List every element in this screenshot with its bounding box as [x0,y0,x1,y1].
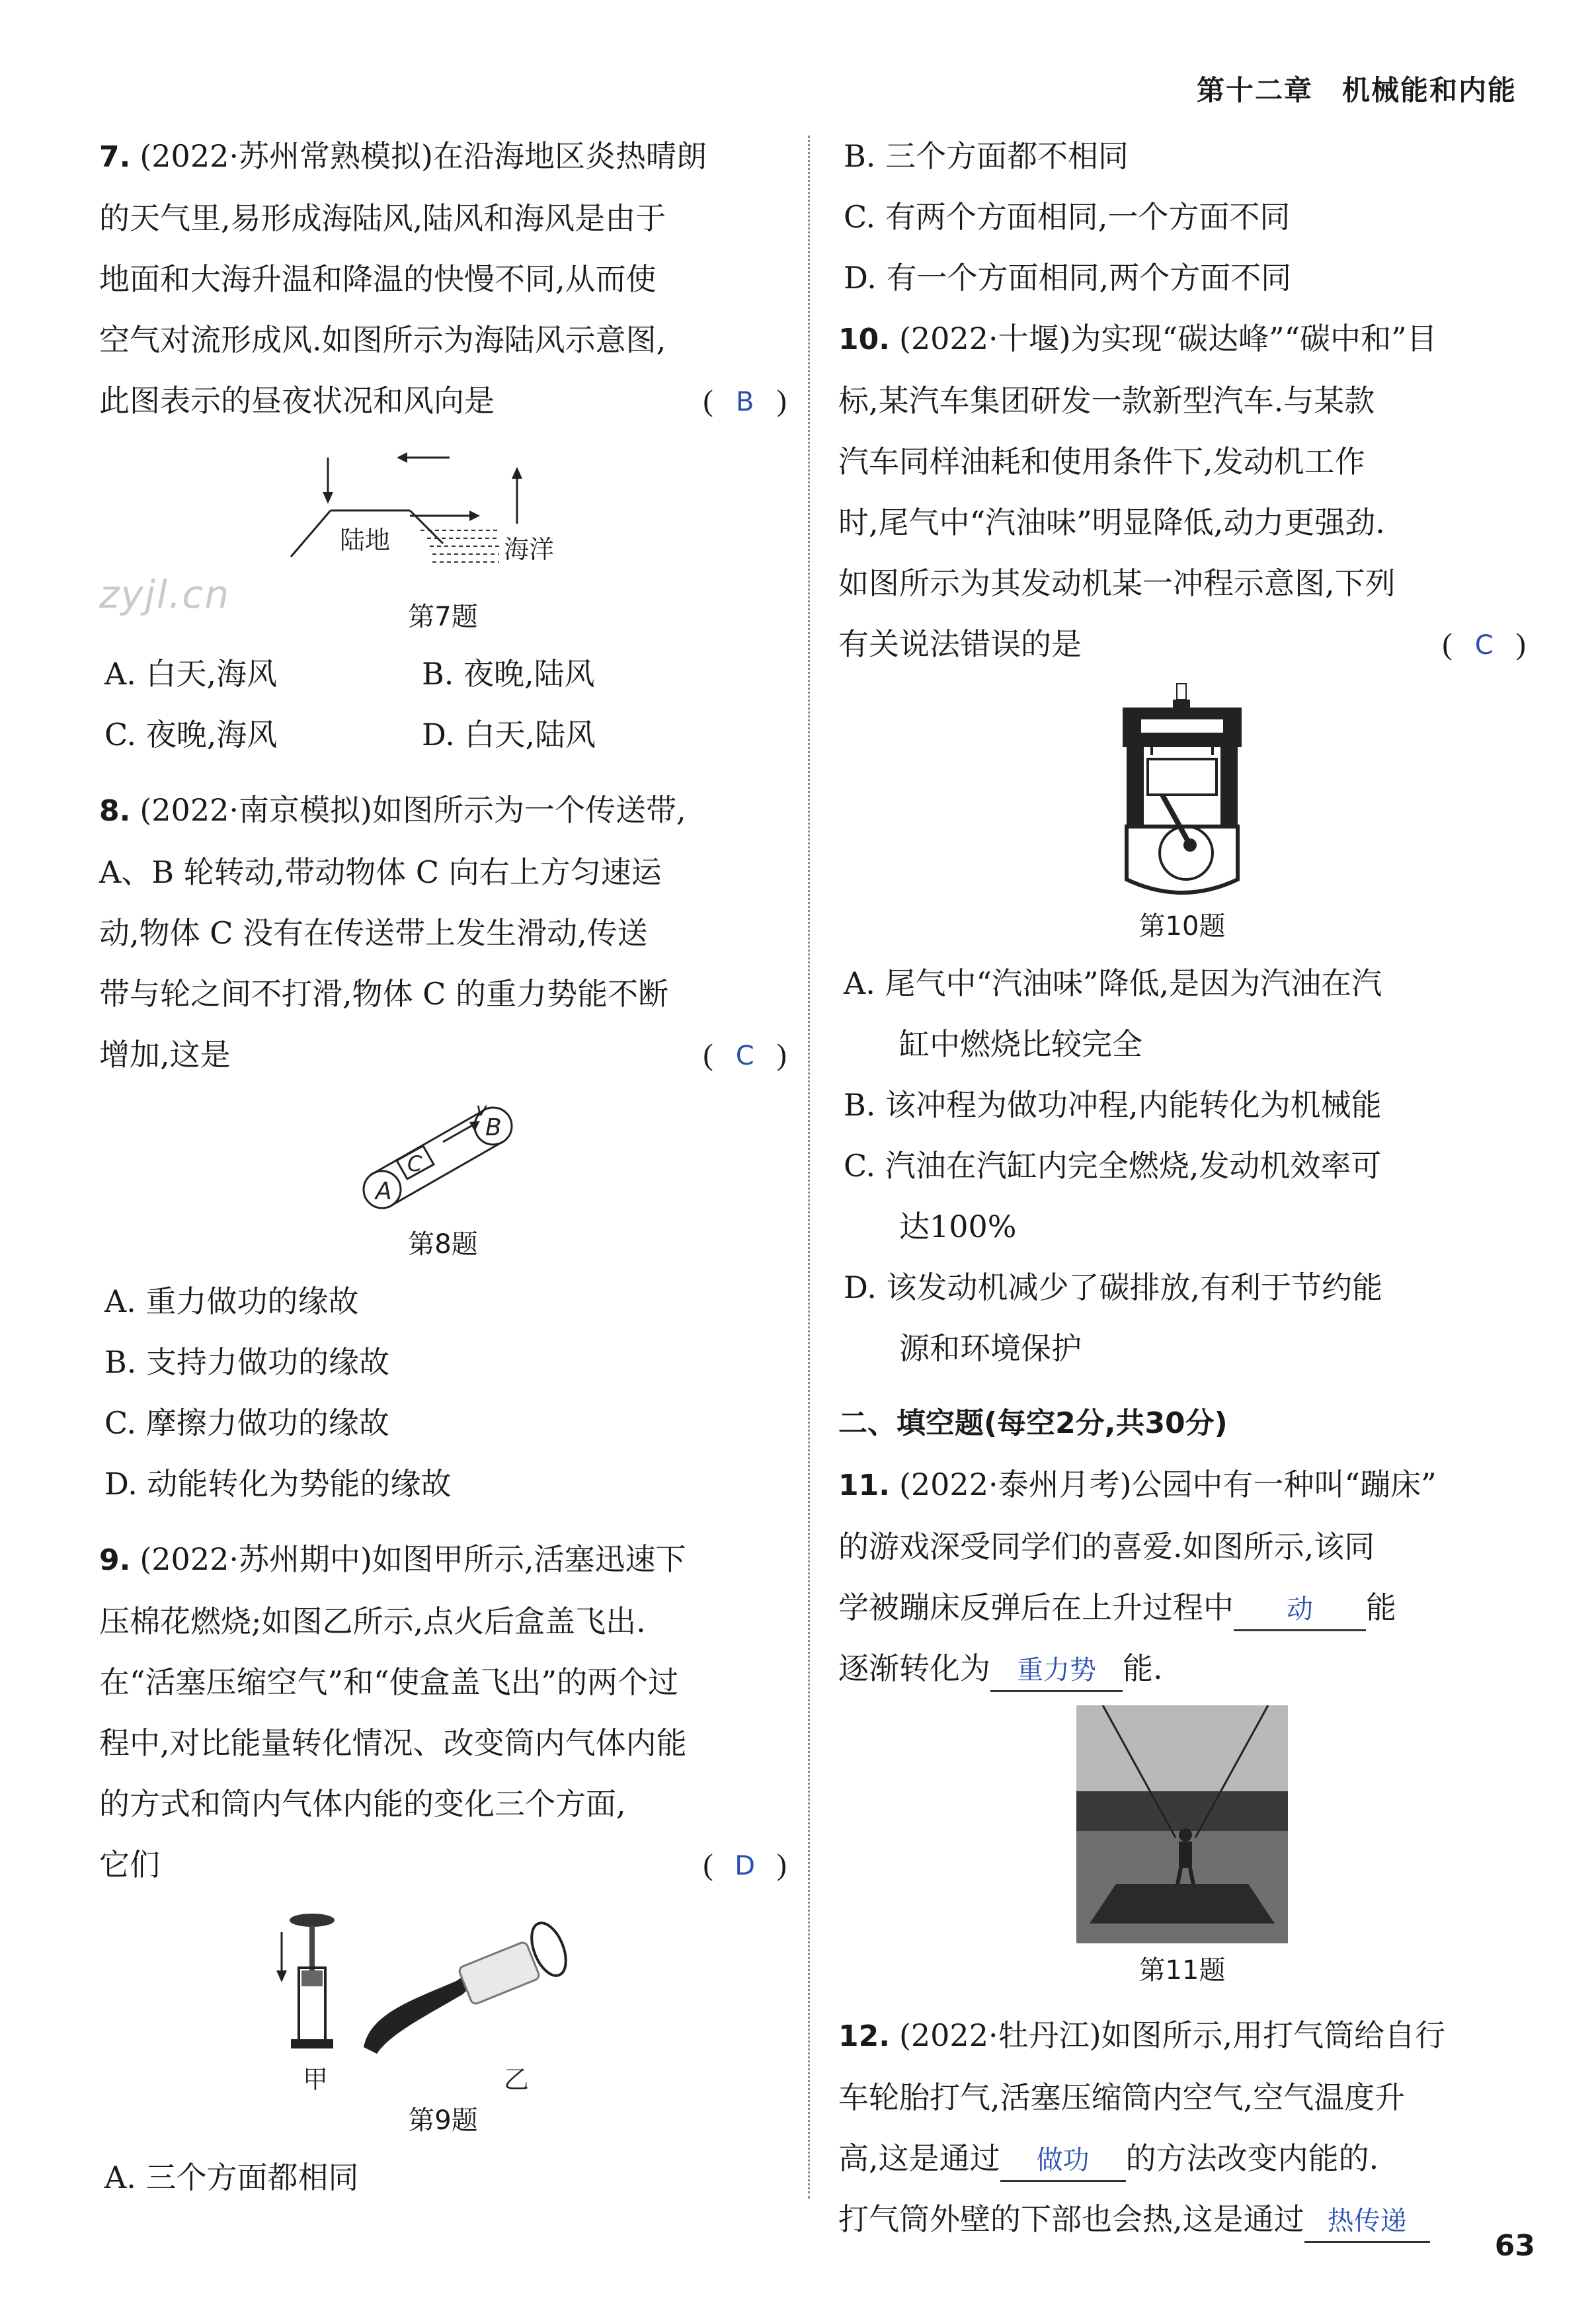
question-text: 汽车同样油耗和使用条件下,发动机工作 [838,444,1365,479]
option-text: 缸中燃烧比较完全 [899,1026,1142,1062]
left-column [99,126,787,2222]
chapter-header: 第十二章 机械能和内能 [1196,74,1517,106]
question-text: 如图所示为一个传送带, [372,792,686,828]
answer-bracket: ( C ) [1442,614,1526,676]
figure-caption: 第7题 [408,602,478,632]
figure-caption: 第8题 [408,1229,478,1260]
answer-bracket: ( D ) [703,1834,787,1896]
option-d: D. 有一个方面相同,两个方面不同 [844,260,1292,296]
figure-engine-stroke [838,681,1526,946]
land-label: 陆地 [340,526,391,555]
answer-letter: B [735,387,754,417]
question-12 [838,2005,1526,2249]
question-number: 8. [99,794,131,828]
question-text: 标,某汽车集团研发一款新型汽车.与某款 [838,383,1375,419]
figure-sea-land-breeze [99,438,787,637]
question-text: 的方式和筒内气体内能的变化三个方面, [99,1786,626,1822]
watermark: zyjl.cn [99,572,231,617]
answer-blank[interactable]: 热传递 [1304,2201,1430,2243]
question-text: 它们 [99,1847,160,1883]
option-c: C. 有两个方面相同,一个方面不同 [844,199,1291,235]
question-7 [99,126,787,765]
question-text: 在“活塞压缩空气”和“使盒盖飞出”的两个过 [99,1664,679,1700]
figure-piston-and-spark [99,1902,787,2140]
figure-caption: 第11题 [1138,1955,1226,1986]
figure-caption: 第10题 [1138,911,1226,942]
option-d [838,1257,1526,1379]
options-row [99,643,787,704]
question-source: (2022·苏州期中) [140,1541,372,1577]
question-text: 空气对流形成风.如图所示为海陆风示意图, [99,322,666,358]
question-number: 10. [838,323,890,356]
answer-blank[interactable]: 重力势 [990,1650,1123,1692]
option-d: D. 动能转化为势能的缘故 [104,1466,452,1502]
option-text: B. 该冲程为做功冲程,内能转化为机械能 [844,1087,1382,1123]
option-b: B. 支持力做功的缘故 [104,1344,390,1380]
question-text: 动,物体 C 没有在传送带上发生滑动,传送 [99,915,648,951]
question-number: 12. [838,2019,890,2053]
option-text: 达100% [899,1209,1017,1244]
question-source: (2022·南京模拟) [140,792,372,828]
option-text: 源和环境保护 [899,1330,1082,1366]
question-text: 的天气里,易形成海陆风,陆风和海风是由于 [99,200,666,236]
answer-letter: D [735,1851,756,1881]
option-a [838,953,1526,1074]
answer-blank[interactable]: 动 [1234,1590,1366,1631]
question-text: 为实现“碳达峰”“碳中和”目 [1070,321,1437,356]
answer-blank[interactable]: 做功 [1000,2140,1126,2182]
question-text: 的游戏深受同学们的喜爱.如图所示,该同 [838,1529,1375,1564]
question-text: 如图所示,用打气筒给自行 [1101,2017,1446,2053]
figure-yi-label: 乙 [504,2065,530,2093]
question-text: 公园中有一种叫“蹦床” [1131,1467,1437,1502]
object-c-label: C [407,1151,422,1176]
question-text: 带与轮之间不打滑,物体 C 的重力势能不断 [99,976,669,1012]
question-text: 车轮胎打气,活塞压缩筒内空气,空气温度升 [838,2080,1406,2115]
question-text: 时,尾气中“汽油味”明显降低,动力更强劲. [838,505,1385,540]
option-text: D. 该发动机减少了碳排放,有利于节约能 [844,1270,1383,1305]
question-9 [99,1529,787,2208]
page-number: 63 [1494,2229,1535,2263]
question-10 [838,308,1526,1379]
question-text: 在沿海地区炎热晴朗 [432,138,707,174]
question-text: 能 [1366,1590,1396,1625]
answer-bracket: ( B ) [703,370,787,432]
question-number: 9. [99,1543,131,1577]
option-c [838,1135,1526,1257]
question-text: 如图所示为其发动机某一冲程示意图,下列 [838,565,1396,601]
option-b [838,1074,1526,1135]
question-text: 增加,这是 [99,1037,231,1073]
option-text: C. 汽油在汽缸内完全燃烧,发动机效率可 [844,1148,1382,1184]
figure-conveyor-belt [99,1092,787,1264]
question-source: (2022·苏州常熟模拟) [140,138,433,174]
option-c: C. 摩擦力做功的缘故 [104,1405,389,1441]
section-heading: 二、填空题(每空2分,共30分) [838,1406,1228,1440]
option-a: A. 白天,海风 [104,656,278,692]
question-text: 能. [1123,1650,1163,1686]
figure-jia-label: 甲 [303,2065,329,2093]
question-text: 程中,对比能量转化情况、改变筒内气体内能 [99,1725,687,1761]
option-b: B. 夜晚,陆风 [422,656,595,692]
option-a: A. 三个方面都相同 [104,2160,359,2195]
velocity-label: v [476,1098,487,1120]
question-11 [838,1454,1526,1990]
question-number: 7. [99,140,131,174]
option-a: A. 重力做功的缘故 [104,1283,359,1319]
figure-caption: 第9题 [408,2105,478,2136]
sea-label: 海洋 [504,535,555,564]
question-text: A、B 轮转动,带动物体 C 向右上方匀速运 [99,854,662,890]
question-source: (2022·牡丹江) [898,2017,1101,2053]
question-text: 学被蹦床反弹后在上升过程中 [838,1590,1234,1625]
question-text: 有关说法错误的是 [838,626,1082,662]
answer-letter: C [1474,630,1494,661]
question-text: 的方法改变内能的. [1125,2140,1379,2176]
question-8 [99,780,787,1514]
options-row [99,704,787,765]
question-text: 如图甲所示,活塞迅速下 [372,1541,686,1577]
right-column [838,126,1526,2264]
question-source: (2022·十堰) [898,321,1071,356]
question-text: 地面和大海升温和降温的快慢不同,从而使 [99,261,657,297]
option-text: A. 尾气中“汽油味”降低,是因为汽油在汽 [844,965,1382,1001]
wheel-b-label: B [485,1114,502,1141]
wheel-a-label: A [376,1178,392,1205]
question-text: 逐渐转化为 [838,1650,990,1686]
column-divider [808,136,810,2199]
answer-bracket: ( C ) [703,1024,787,1086]
question-number: 11. [838,1469,890,1502]
option-c: C. 夜晚,海风 [104,717,278,752]
question-text: 压棉花燃烧;如图乙所示,点火后盒盖飞出. [99,1603,646,1639]
question-source: (2022·泰州月考) [898,1467,1132,1502]
option-b: B. 三个方面都不相同 [844,138,1129,174]
question-text: 此图表示的昼夜状况和风向是 [99,383,495,419]
figure-trampoline-photo [838,1705,1526,1990]
answer-letter: C [735,1041,754,1071]
question-text: 高,这是通过 [838,2140,1000,2176]
option-d: D. 白天,陆风 [422,717,596,752]
question-text: 打气筒外壁的下部也会热,这是通过 [838,2201,1304,2237]
